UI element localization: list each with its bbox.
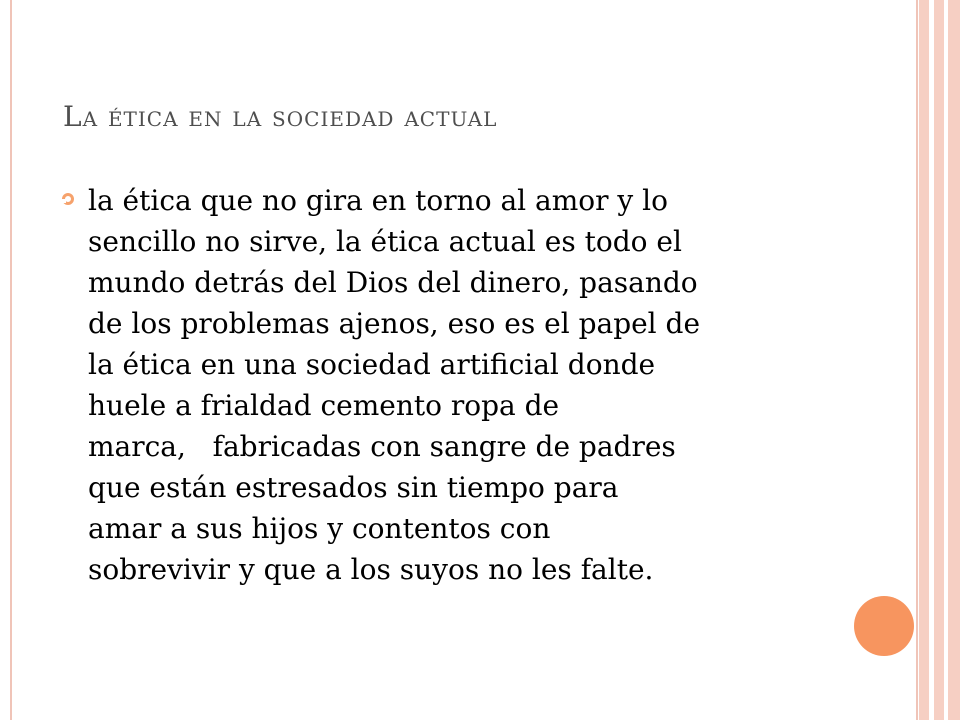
orange-circle-decoration [854, 596, 914, 656]
decorative-stripe [919, 0, 929, 720]
circle-bullet-icon [62, 193, 74, 205]
bullet-item [58, 180, 838, 590]
slide-title: La ética en la sociedad actual [63, 100, 498, 133]
bullet-line: la ética en una sociedad artificial donde [88, 348, 656, 381]
bullet-line: mundo detrás del Dios del dinero, pasando [88, 266, 698, 299]
bullet-line: que están estresados sin tiempo para [88, 471, 619, 504]
decorative-stripe [948, 0, 960, 720]
bullet-line: la ética que no gira en torno al amor y lo [88, 184, 668, 217]
bullet-line: amar a sus hijos y contentos con [88, 512, 551, 545]
bullet-line: huele a frialdad cemento ropa de [88, 389, 560, 422]
bullet-line: sobrevivir y que a los suyos no les falte. [88, 553, 654, 586]
bullet-line: marca, fabricadas con sangre de padres [88, 430, 676, 463]
slide-body [58, 180, 838, 590]
bullet-line: sencillo no sirve, la ética actual es todo el [88, 225, 682, 258]
decorative-stripe [934, 0, 944, 720]
bullet-line: de los problemas ajenos, eso es el papel de [88, 307, 701, 340]
